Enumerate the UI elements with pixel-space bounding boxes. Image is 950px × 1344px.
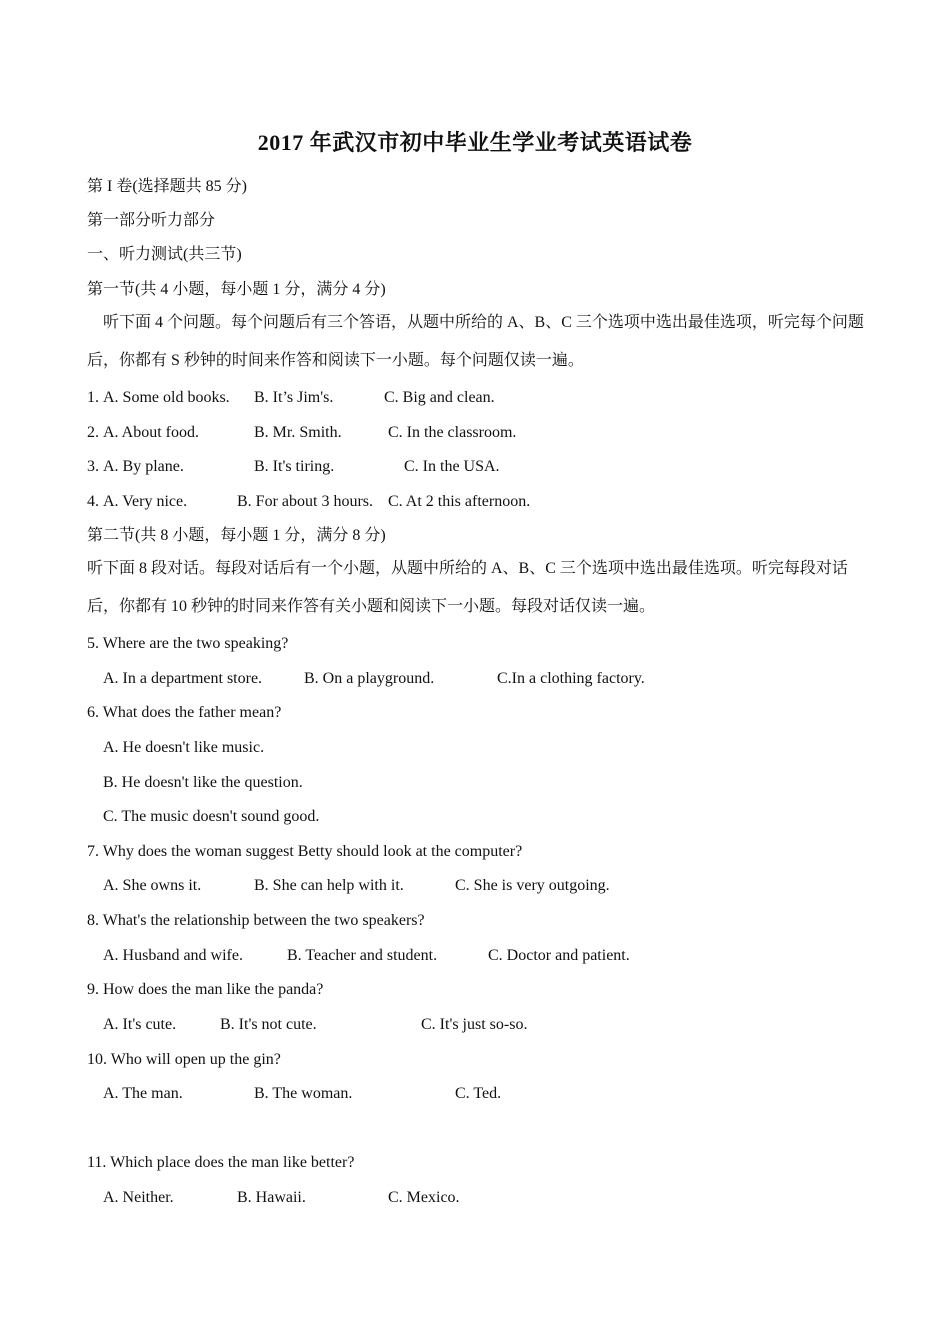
option-c: C. In the classroom. [388,424,517,441]
question-10-option-c: C. Ted. [455,1085,502,1102]
question-7-option-b: B. She can help with it. [254,877,404,894]
question-8-stem: 8. What's the relationship between the two speakers? [87,912,425,929]
question-number: 2. [87,424,103,441]
option-c: C. Big and clean. [384,389,495,406]
sec1-header: 第一节(共 4 小题，每小题 1 分，满分 4 分) [87,281,386,298]
part1-header: 第 I 卷(选择题共 85 分) [87,178,247,195]
listening-header: 一、听力测试(共三节) [87,246,242,263]
question-11-option-a: A. Neither. [103,1189,174,1206]
question-number: 4. [87,493,103,510]
question-6-stem: 6. What does the father mean? [87,704,282,721]
option-c: C. At 2 this afternoon. [388,493,531,510]
question-6-option-a: A. He doesn't like music. [103,739,265,756]
question-9-option-c: C. It's just so-so. [421,1016,528,1033]
option-b: B. It’s Jim's. [254,389,334,406]
option-b: B. Mr. Smith. [254,424,342,441]
option-c: C. In the USA. [404,458,500,475]
question-10-option-a: A. The man. [103,1085,183,1102]
section-header: 第一部分听力部分 [87,212,216,229]
question-5-option-c: C.In a clothing factory. [497,670,645,687]
page-title: 2017 年武汉市初中毕业生学业考试英语试卷 [257,130,693,155]
question-10-option-b: B. The woman. [254,1085,353,1102]
question-8-option-c: C. Doctor and patient. [488,947,630,964]
option-b: B. It's tiring. [254,458,335,475]
option-a: A. By plane. [103,458,184,475]
option-a: A. Some old books. [103,389,230,406]
sec2-instructions: 听下面 8 段对话。每段对话后有一个小题，从题中所给的 A、B、C 三个选项中选出最佳选项。听完每段对话后，你都有 10 秒钟的时同来作答有关小题和阅读下一小题。每段对话仅读一遍。 [87,560,848,615]
question-6-option-c: C. The music doesn't sound good. [103,808,320,825]
option-a: A. About food. [103,424,199,441]
question-5-option-a: A. In a department store. [103,670,263,687]
question-7-option-a: A. She owns it. [103,877,202,894]
question-11-option-c: C. Mexico. [388,1189,460,1206]
question-number: 1. [87,389,103,406]
question-7-option-c: C. She is very outgoing. [455,877,610,894]
question-number: 3. [87,458,103,475]
option-a: A. Very nice. [103,493,188,510]
sec2-header: 第二节(共 8 小题，每小题 1 分，满分 8 分) [87,527,386,544]
question-8-option-b: B. Teacher and student. [287,947,438,964]
question-9-stem: 9. How does the man like the panda? [87,981,324,998]
question-10-stem: 10. Who will open up the gin? [87,1051,281,1068]
question-5-option-b: B. On a playground. [304,670,435,687]
question-11-stem: 11. Which place does the man like better? [87,1154,355,1171]
question-5-stem: 5. Where are the two speaking? [87,635,289,652]
question-6-option-b: B. He doesn't like the question. [103,774,303,791]
option-b: B. For about 3 hours. [237,493,373,510]
question-7-stem: 7. Why does the woman suggest Betty should look at the computer? [87,843,523,860]
question-8-option-a: A. Husband and wife. [103,947,243,964]
question-9-option-b: B. It's not cute. [220,1016,317,1033]
question-9-option-a: A. It's cute. [103,1016,177,1033]
sec1-instructions: 听下面 4 个问题。每个问题后有三个答语，从题中所给的 A、B、C 三个选项中选出最佳选项，听完每个问题后，你都有 S 秒钟的时间来作答和阅读下一小题。每个问题仅读一遍。 [87,314,864,369]
question-11-option-b: B. Hawaii. [237,1189,306,1206]
